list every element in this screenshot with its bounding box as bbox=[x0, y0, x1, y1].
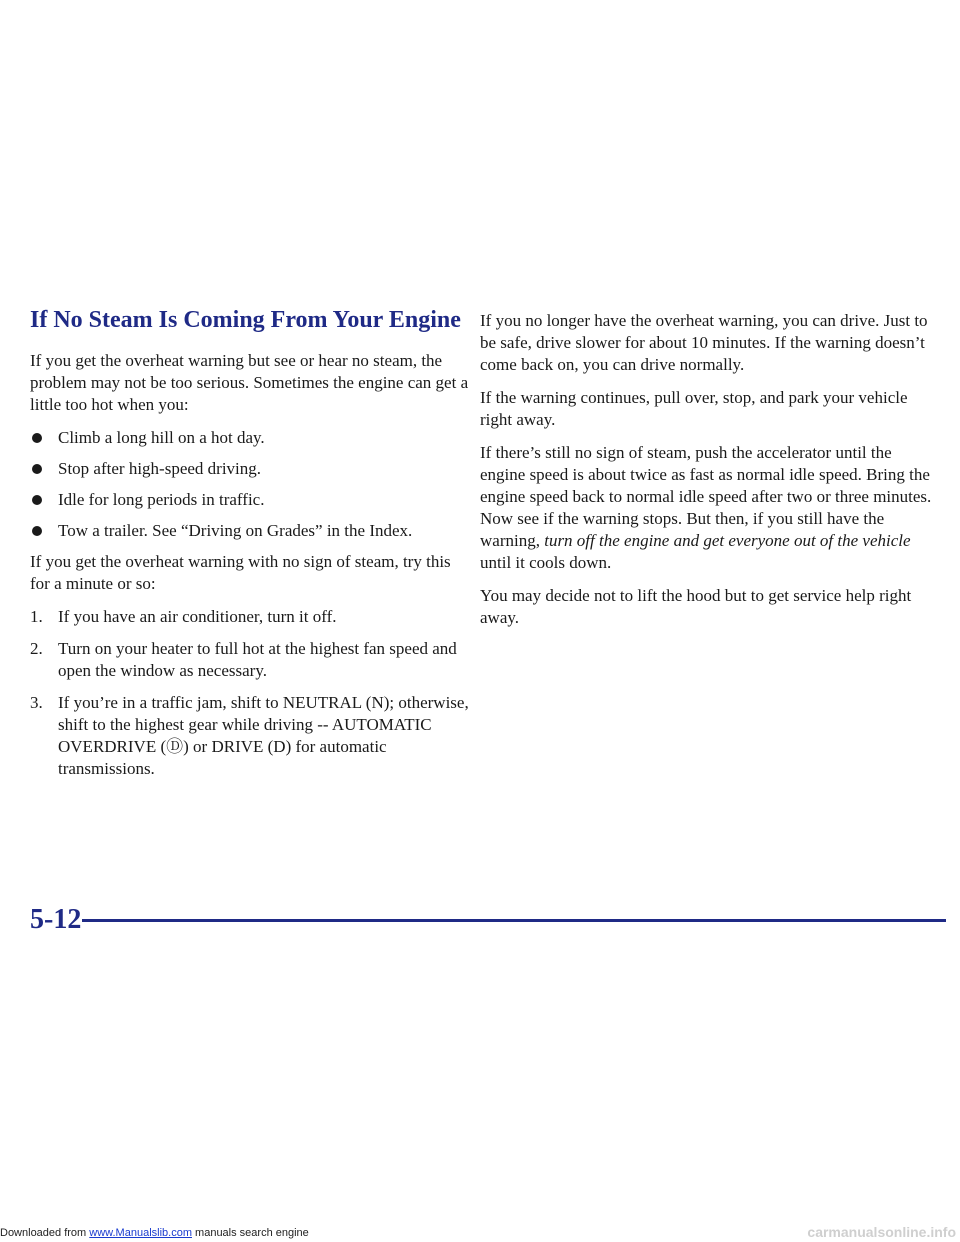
section-heading: If No Steam Is Coming From Your Engine bbox=[30, 307, 461, 333]
list-item-text: Tow a trailer. See “Driving on Grades” in the Index. bbox=[58, 521, 413, 540]
list-item bbox=[30, 427, 470, 449]
page-footer bbox=[30, 902, 946, 942]
step-number: 1. bbox=[30, 607, 43, 626]
step-item bbox=[30, 692, 470, 780]
bullet-icon bbox=[32, 495, 42, 505]
bullet-icon bbox=[32, 433, 42, 443]
list-item-text: Idle for long periods in traffic. bbox=[58, 490, 265, 509]
list-item-text: Stop after high-speed driving. bbox=[58, 459, 262, 478]
service-paragraph: You may decide not to lift the hood but to get service help right away. bbox=[480, 586, 912, 627]
right-column bbox=[480, 310, 940, 640]
step-number: 3. bbox=[30, 693, 43, 712]
step-text: If you have an air conditioner, turn it off. bbox=[58, 607, 337, 626]
intro-paragraph: If you get the overheat warning but see or hear no steam, the problem may not be too serious. Sometimes the engine can get a little too hot when you: bbox=[30, 351, 469, 414]
no-steam-text-start: If there’s still no sign of steam, push the accelerator until the engine speed is about twice as fast as normal idle speed. Bring the engine speed back to normal idle speed after two or three minutes. Now see if the warning stops. But then, if you still have the warning, bbox=[480, 443, 932, 550]
try-paragraph: If you get the overheat warning with no sign of steam, try this for a minute or so: bbox=[30, 552, 451, 593]
step-item bbox=[30, 638, 470, 682]
step-text: Turn on your heater to full hot at the highest fan speed and open the window as necessary. bbox=[58, 639, 457, 680]
drive-paragraph: If you no longer have the overheat warning, you can drive. Just to be safe, drive slower for about 10 minutes. If the warning doesn’t come back on, you can drive normally. bbox=[480, 311, 928, 374]
conditions-list bbox=[30, 427, 470, 542]
step-item bbox=[30, 606, 470, 628]
manualslib-link[interactable]: www.Manualslib.com bbox=[89, 1227, 192, 1239]
left-column bbox=[30, 302, 470, 790]
step-number: 2. bbox=[30, 639, 43, 658]
page-number: 5-12 bbox=[30, 904, 82, 935]
bullet-icon bbox=[32, 464, 42, 474]
no-steam-emphasis: turn off the engine and get everyone out of the vehicle bbox=[544, 531, 911, 550]
download-source-line bbox=[0, 1226, 309, 1240]
download-suffix: manuals search engine bbox=[191, 1227, 309, 1239]
list-item bbox=[30, 458, 470, 480]
list-item bbox=[30, 520, 470, 542]
download-prefix: Downloaded from bbox=[0, 1227, 90, 1239]
list-item bbox=[30, 489, 470, 511]
watermark-text: carmanualsonline.info bbox=[807, 1224, 956, 1240]
step-text: If you’re in a traffic jam, shift to NEUTRAL (N); otherwise, shift to the highest gear while driving -- AUTOMATIC OVERDRIVE (Ⓓ) or DRIVE (D) for automatic transmissions. bbox=[58, 693, 469, 778]
steps-list bbox=[30, 606, 470, 780]
warning-continues-paragraph: If the warning continues, pull over, stop, and park your vehicle right away. bbox=[480, 388, 908, 429]
footer-rule bbox=[82, 919, 946, 922]
no-steam-text-end: until it cools down. bbox=[480, 553, 612, 572]
no-steam-paragraph bbox=[480, 442, 940, 574]
bullet-icon bbox=[32, 526, 42, 536]
list-item-text: Climb a long hill on a hot day. bbox=[58, 428, 265, 447]
